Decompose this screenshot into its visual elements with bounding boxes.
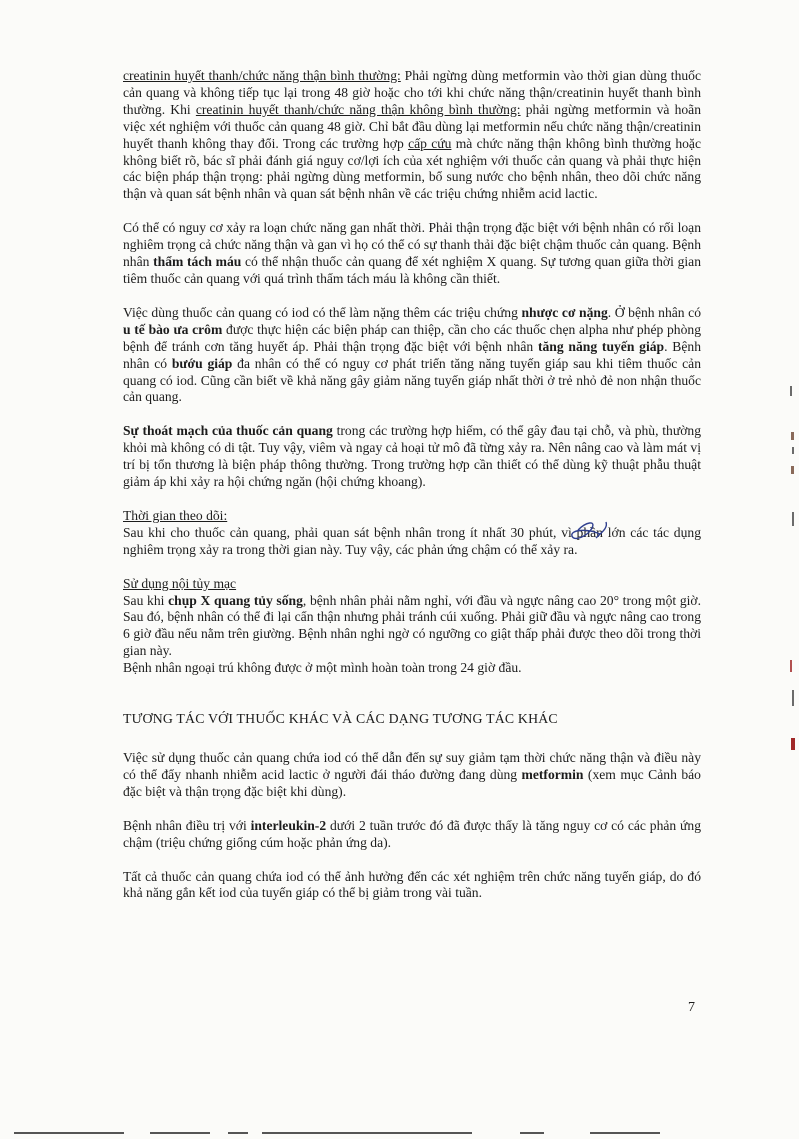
bold-term: chụp X quang tủy sống [168,592,303,608]
text-run: Sau khi cho thuốc cản quang, phải quan sát bệnh nhân trong ít nhất 30 phút, vì phần lớn các tác dụng nghiêm trọng xảy ra trong thời gian này. Tuy vậy, các phản ứng chậm có thể xảy ra. [123,524,701,557]
text-run: có thể nhận thuốc cản quang để xét nghiệm X quang. Sự tương quan giữa thời gian tiêm thuốc cản quang với quá trình thẩm tách máu là không cần thiết. [123,254,701,286]
underlined-heading: Thời gian theo dõi: [123,507,228,523]
paragraph-outpatient [123,660,701,677]
scan-edge-mark [792,447,794,454]
text-run: Bệnh nhân điều trị với [123,817,251,833]
text-run: Bệnh nhân ngoại trú không được ở một mình hoàn toàn trong 24 giờ đầu. [123,660,522,676]
footer-scan-line [590,1132,660,1134]
scan-edge-mark [791,466,794,474]
footer-scan-line [520,1132,544,1134]
text-run: Phải ngừng dùng metformin vào thời gian dùng thuốc cản quang và không tiếp tục lại trong 48 giờ hoặc cho tới khi chức năng thận/creatinin huyết thanh bình thường. Khi [123,68,701,117]
scan-edge-mark [790,660,792,672]
footer-scan-line [262,1132,472,1134]
text-run: Có thể có nguy cơ xảy ra loạn chức năng gan nhất thời. Phải thận trọng đặc biệt với bệnh nhân có rối loạn nghiêm trọng cả chức năng thận và gan vì họ có thể có sự thanh thải đặc biệt chậm thuốc cản quang. Bệnh nhân [123,220,701,270]
scan-edge-mark [791,738,795,750]
paragraph-extravasation [123,423,701,491]
underlined-term: creatinin huyết thanh/chức năng thận không bình thường: [195,101,521,117]
bold-term: tăng năng tuyến giáp [537,338,665,354]
footer-scan-line [14,1132,124,1134]
scan-edge-mark [792,512,794,526]
text-run: (xem mục Cảnh báo đặc biệt và thận trọng đặc biệt khi dùng). [123,766,701,799]
text-run: . Bệnh nhân có [123,338,702,371]
text-run: , bệnh nhân phải nằm nghỉ, với đầu và ngực nâng cao 20° trong một giờ. Sau đó, bệnh nhân có thể đi lại cẩn thận nhưng phải tránh cúi xuống. Phải giữ đầu và ngực nâng cao trong 6 giờ đầu nếu nằm trên giường. Bệnh nhân nghi ngờ có ngưỡng co giật thấp phải được theo dõi trong thời gian này. [123,592,701,659]
page-number: 7 [688,1000,695,1015]
paragraph-intrathecal [123,593,701,661]
intrathecal-heading [123,576,701,593]
paragraph-metformin-renal [123,68,701,203]
bold-term: nhược cơ nặng [521,304,608,320]
bold-term: interleukin-2 [250,817,327,833]
paragraph-interaction-metformin [123,750,701,801]
bold-term: u tế bào ưa crôm [123,321,223,337]
scan-edge-mark [790,386,792,396]
text-run: được thực hiện các biện pháp can thiệp, cần cho các thuốc chẹn alpha như phép phòng bệnh để tránh cơn tăng huyết áp. Phải thận trọng đặc biệt với bệnh nhân [123,321,701,354]
text-run: Tất cả thuốc cản quang chứa iod có thể ảnh hưởng đến các xét nghiệm trên chức năng tuyến giáp, do đó khả năng gắn kết iod của tuyến giáp có thể bị giảm trong vài tuần. [123,868,701,901]
underlined-heading: Sử dụng nội tủy mạc [123,575,237,591]
text-run: Việc sử dụng thuốc cản quang chứa iod có thể dẫn đến sự suy giảm tạm thời chức năng thận và điều này có thể đẩy nhanh nhiễm acid lactic ở người đái tháo đường đang dùng [123,750,701,782]
underlined-term: creatinin huyết thanh/chức năng thận bình thường: [123,68,401,83]
page-content [123,68,701,919]
bold-term: thẩm tách máu [153,254,242,270]
text-run: đa nhân có thể có nguy cơ phát triển tăng năng tuyến giáp sau khi tiêm thuốc cản quang có iod. Cũng cần biết về khả năng gây giảm năng tuyến giáp nhất thời ở trẻ nhỏ đẻ non nhận thuốc cản quang. [123,355,701,405]
paragraph-myasthenia-thyroid [123,305,701,406]
text-run: . Ở bệnh nhân có [607,304,701,320]
scan-edge-mark [791,432,794,440]
text-run: phải ngừng metformin và hoãn việc xét nghiệm với thuốc cản quang 48 giờ. Chỉ bắt đầu dùng lại metformin nếu chức năng thận/creatinin huyết thanh không thay đổi. Trong các trường hợp [123,101,702,151]
bold-term: bướu giáp [171,355,233,371]
bold-term: Sự thoát mạch của thuốc cản quang [123,423,333,439]
section-title: TƯƠNG TÁC VỚI THUỐC KHÁC VÀ CÁC DẠNG TƯƠNG TÁC KHÁC [123,711,558,727]
text-run: Việc dùng thuốc cản quang có iod có thể làm nặng thêm các triệu chứng [123,304,522,320]
paragraph-interaction-thyroid [123,869,701,903]
pen-mark-icon [556,508,636,568]
footer-scan-line [228,1132,248,1134]
paragraph-liver-function [123,220,701,288]
paragraph-interaction-interleukin [123,818,701,852]
text-run: mà chức năng thận không bình thường hoặc không biết rõ, bác sĩ phải đánh giá nguy cơ/lợi ích của xét nghiệm với thuốc cản quang và phải thực hiện các biện pháp thận trọng: phải ngừng dùng metformin, bổ sung nước cho bệnh nhân, theo dõi chức năng thận và quan sát bệnh nhân và quan sát bệnh nhân về các triệu chứng nhiễm acid lactic. [123,135,701,202]
scan-edge-mark [792,690,794,706]
footer-scan-line [150,1132,210,1134]
bold-term: metformin [521,766,584,782]
text-run: dưới 2 tuần trước đó đã được thấy là tăng nguy cơ có các phản ứng chậm (triệu chứng giống cúm hoặc phản ứng da). [123,817,701,850]
underlined-term: cấp cứu [408,135,452,151]
text-run: trong các trường hợp hiếm, có thể gây đau tại chỗ, và phù, thường khỏi mà không có di tật. Tuy vậy, viêm và ngay cả hoại tử mô đã từng xảy ra. Nên nâng cao và làm mát vị trí bị tổn thương là biện pháp thông thường. Trong trường hợp cần thiết có thể dùng kỹ thuật phẫu thuật giảm áp khi xảy ra hội chứng ngăn (hội chứng khoang). [123,423,701,490]
text-run: Sau khi [123,592,169,608]
